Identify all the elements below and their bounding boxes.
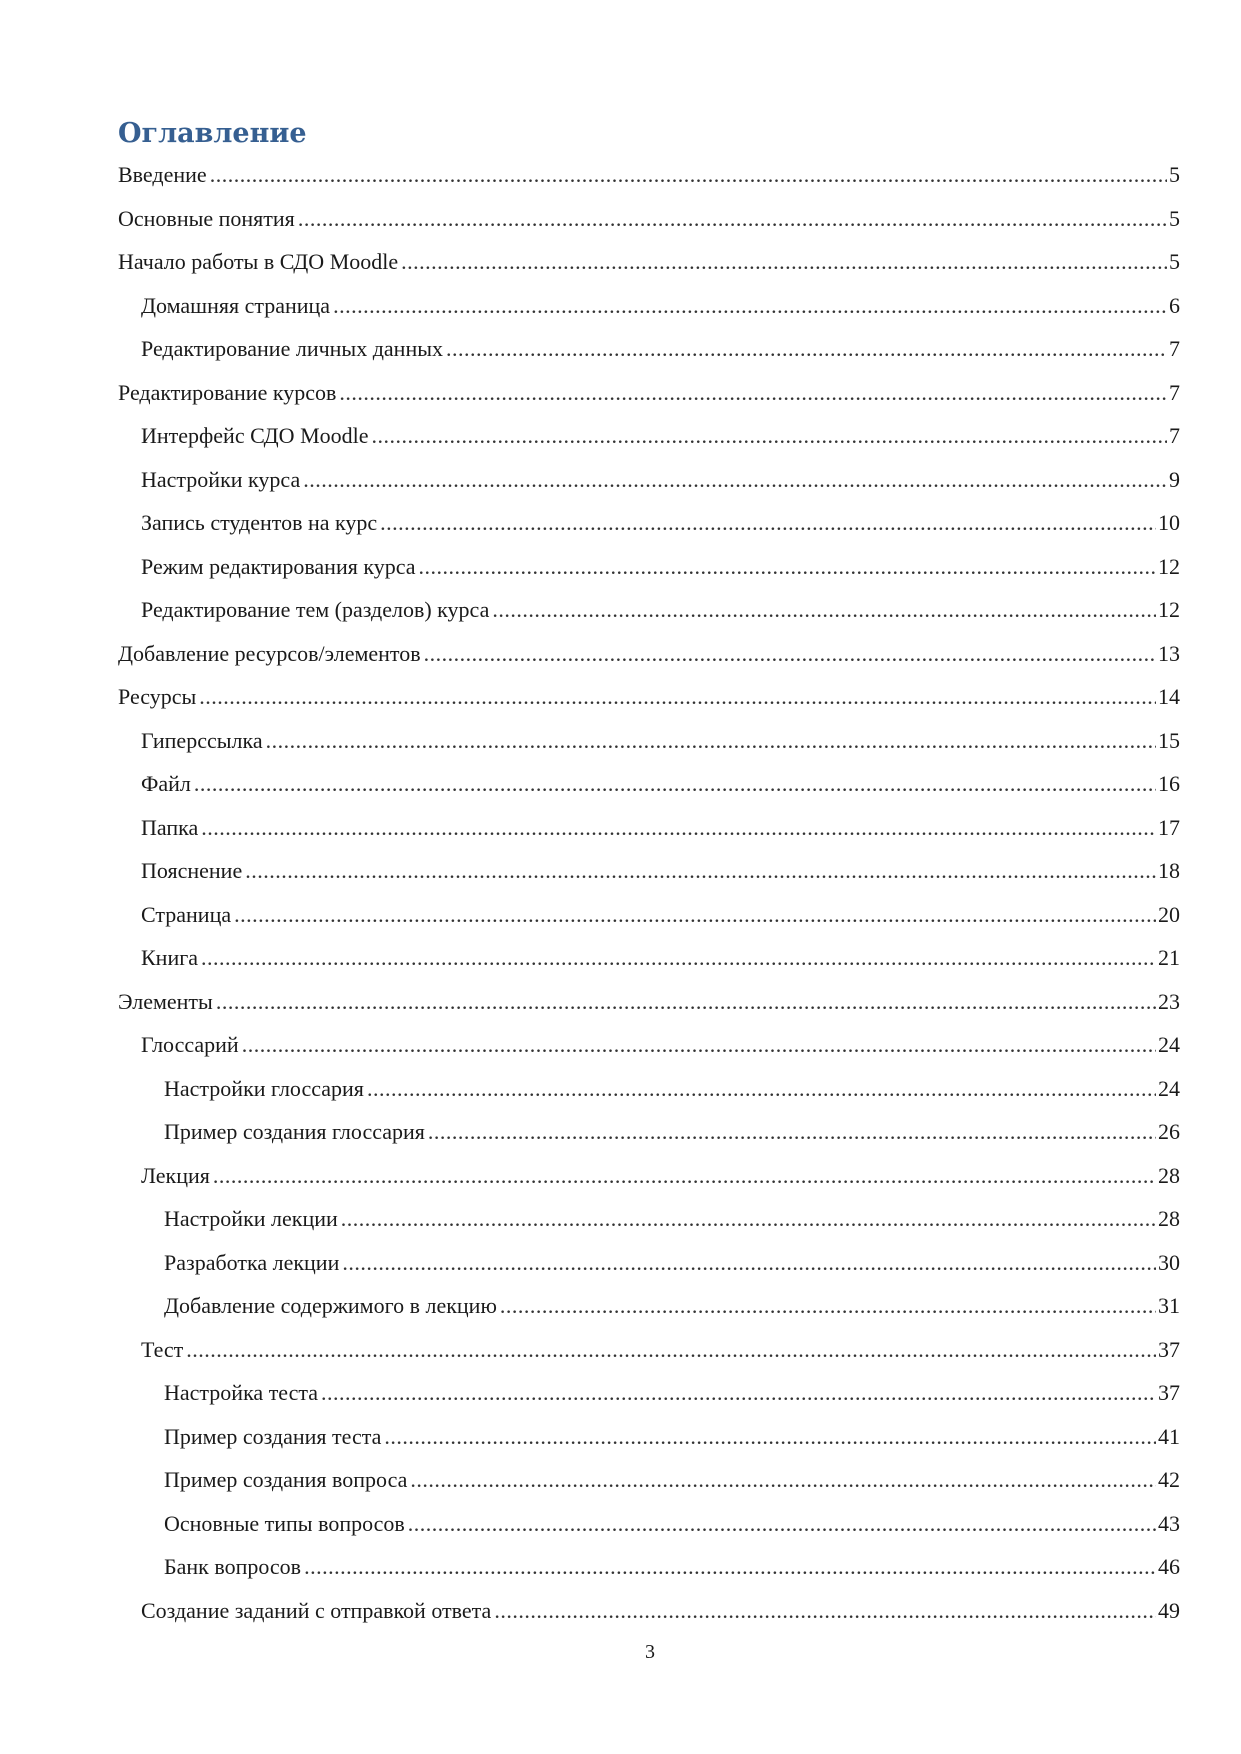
toc-list <box>118 153 1180 1632</box>
toc-entry-page-number: 5 <box>1169 249 1180 274</box>
toc-dot-leader <box>419 545 1156 589</box>
toc-entry-page-number: 46 <box>1158 1554 1180 1579</box>
toc-entry[interactable] <box>118 1589 1180 1633</box>
toc-dot-leader <box>372 414 1167 458</box>
toc-dot-leader <box>446 327 1167 371</box>
toc-entry[interactable] <box>118 849 1180 893</box>
toc-entry-page-number: 5 <box>1169 162 1180 187</box>
toc-entry[interactable] <box>118 545 1180 589</box>
toc-entry-page-number: 49 <box>1158 1597 1180 1623</box>
toc-dot-leader <box>216 980 1156 1024</box>
toc-entry-label: Настройки глоссария <box>164 1075 364 1101</box>
toc-entry-label: Режим редактирования курса <box>141 553 416 579</box>
toc-entry[interactable] <box>118 1023 1180 1067</box>
toc-entry-label: Пример создания глоссария <box>164 1119 425 1144</box>
toc-entry-label: Запись студентов на курс <box>141 510 378 535</box>
toc-dot-leader <box>424 632 1156 676</box>
toc-entry[interactable] <box>118 153 1180 197</box>
toc-entry[interactable] <box>118 893 1180 937</box>
toc-entry[interactable] <box>118 1197 1180 1241</box>
toc-entry-label: Книга <box>141 945 199 970</box>
toc-entry[interactable] <box>118 1328 1180 1372</box>
toc-entry[interactable] <box>118 501 1180 545</box>
toc-entry-label: Создание заданий с отправкой ответа <box>141 1597 492 1623</box>
toc-entry-label: Добавление содержимого в лекцию <box>164 1293 497 1318</box>
toc-dot-leader <box>298 197 1167 241</box>
toc-dot-leader <box>234 893 1156 937</box>
toc-entry-label: Добавление ресурсов/элементов <box>118 640 421 666</box>
toc-entry[interactable] <box>118 371 1180 415</box>
toc-entry-label: Тест <box>141 1336 184 1362</box>
toc-entry-label: Пример создания вопроса <box>164 1467 408 1492</box>
toc-entry-label: Лекция <box>141 1162 210 1188</box>
toc-entry-label: Основные типы вопросов <box>164 1510 405 1536</box>
toc-entry[interactable] <box>118 1545 1180 1589</box>
toc-entry[interactable] <box>118 675 1180 719</box>
toc-entry[interactable] <box>118 762 1180 806</box>
toc-entry-label: Файл <box>141 771 191 796</box>
toc-entry-label: Редактирование курсов <box>118 379 337 405</box>
toc-dot-leader <box>213 1154 1156 1198</box>
toc-entry-label: Начало работы в СДО Moodle <box>118 249 399 274</box>
toc-dot-leader <box>333 284 1167 328</box>
toc-dot-leader <box>304 1545 1156 1589</box>
toc-entry-label: Настройки курса <box>141 466 301 492</box>
toc-entry[interactable] <box>118 1110 1180 1154</box>
toc-dot-leader <box>201 936 1156 980</box>
toc-entry-page-number: 14 <box>1158 684 1180 709</box>
toc-dot-leader <box>410 1458 1156 1502</box>
toc-entry-page-number: 9 <box>1169 466 1180 492</box>
toc-dot-leader <box>266 719 1156 763</box>
toc-entry-page-number: 6 <box>1169 292 1180 318</box>
toc-dot-leader <box>380 501 1156 545</box>
toc-entry[interactable] <box>118 1241 1180 1285</box>
toc-entry-label: Настройка теста <box>164 1380 319 1405</box>
toc-entry-page-number: 12 <box>1158 553 1180 579</box>
toc-entry-page-number: 37 <box>1158 1380 1180 1405</box>
toc-entry-page-number: 15 <box>1158 727 1180 753</box>
toc-entry-label: Настройки лекции <box>164 1206 338 1231</box>
toc-entry-label: Введение <box>118 162 207 187</box>
toc-entry-label: Разработка лекции <box>164 1249 340 1275</box>
toc-entry-page-number: 26 <box>1158 1119 1180 1144</box>
toc-entry-label: Гиперссылка <box>141 727 263 753</box>
toc-entry[interactable] <box>118 632 1180 676</box>
toc-dot-leader <box>494 1589 1156 1633</box>
toc-dot-leader <box>245 849 1156 893</box>
toc-entry-label: Пояснение <box>141 858 243 883</box>
toc-entry-label: Домашняя страница <box>141 292 331 318</box>
toc-entry-page-number: 21 <box>1158 945 1180 970</box>
toc-dot-leader <box>303 458 1167 502</box>
toc-entry-page-number: 28 <box>1158 1162 1180 1188</box>
toc-entry-page-number: 7 <box>1169 379 1180 405</box>
toc-dot-leader <box>186 1328 1156 1372</box>
toc-entry-label: Банк вопросов <box>164 1554 302 1579</box>
toc-entry-page-number: 30 <box>1158 1249 1180 1275</box>
toc-entry-label: Элементы <box>118 988 213 1014</box>
toc-entry-label: Интерфейс СДО Moodle <box>141 423 369 448</box>
toc-entry[interactable] <box>118 1371 1180 1415</box>
toc-entry-label: Основные понятия <box>118 205 295 231</box>
toc-entry-label: Глоссарий <box>141 1032 239 1057</box>
toc-entry[interactable] <box>118 327 1180 371</box>
toc-dot-leader <box>341 1197 1156 1241</box>
toc-entry-page-number: 18 <box>1158 858 1180 883</box>
toc-entry-page-number: 13 <box>1158 640 1180 666</box>
toc-entry-page-number: 5 <box>1169 205 1180 231</box>
toc-entry[interactable] <box>118 936 1180 980</box>
toc-dot-leader <box>500 1284 1156 1328</box>
toc-dot-leader <box>342 1241 1156 1285</box>
toc-dot-leader <box>201 806 1156 850</box>
toc-entry[interactable] <box>118 284 1180 328</box>
toc-dot-leader <box>492 588 1156 632</box>
toc-entry-page-number: 12 <box>1158 597 1180 622</box>
toc-entry-label: Ресурсы <box>118 684 197 709</box>
toc-entry-page-number: 42 <box>1158 1467 1180 1492</box>
toc-entry-page-number: 31 <box>1158 1293 1180 1318</box>
toc-dot-leader <box>428 1110 1156 1154</box>
toc-dot-leader <box>242 1023 1156 1067</box>
toc-entry-page-number: 24 <box>1158 1075 1180 1101</box>
toc-entry[interactable] <box>118 1458 1180 1502</box>
toc-dot-leader <box>210 153 1167 197</box>
toc-dot-leader <box>367 1067 1156 1111</box>
toc-entry-page-number: 16 <box>1158 771 1180 796</box>
toc-entry-label: Папка <box>141 814 199 840</box>
toc-entry-page-number: 24 <box>1158 1032 1180 1057</box>
toc-entry[interactable] <box>118 1415 1180 1459</box>
toc-dot-leader <box>339 371 1167 415</box>
toc-entry-page-number: 20 <box>1158 901 1180 927</box>
toc-entry[interactable] <box>118 1154 1180 1198</box>
toc-dot-leader <box>194 762 1156 806</box>
toc-entry[interactable] <box>118 588 1180 632</box>
toc-entry[interactable] <box>118 240 1180 284</box>
page-number: 3 <box>645 1641 655 1663</box>
toc-entry-label: Пример создания теста <box>164 1423 382 1449</box>
toc-entry-page-number: 7 <box>1169 336 1180 361</box>
toc-entry-page-number: 37 <box>1158 1336 1180 1362</box>
toc-entry[interactable] <box>118 197 1180 241</box>
toc-dot-leader <box>199 675 1156 719</box>
toc-entry[interactable] <box>118 1284 1180 1328</box>
toc-title: Оглавление <box>118 118 307 149</box>
toc-entry-page-number: 28 <box>1158 1206 1180 1231</box>
toc-entry-page-number: 10 <box>1158 510 1180 535</box>
toc-entry-page-number: 41 <box>1158 1423 1180 1449</box>
toc-entry-label: Страница <box>141 901 232 927</box>
toc-entry[interactable] <box>118 1502 1180 1546</box>
toc-entry-page-number: 7 <box>1169 423 1180 448</box>
toc-entry[interactable] <box>118 458 1180 502</box>
toc-entry[interactable] <box>118 806 1180 850</box>
toc-dot-leader <box>384 1415 1156 1459</box>
toc-entry-page-number: 23 <box>1158 988 1180 1014</box>
toc-entry-label: Редактирование тем (разделов) курса <box>141 597 490 622</box>
toc-entry-page-number: 17 <box>1158 814 1180 840</box>
toc-dot-leader <box>401 240 1167 284</box>
toc-entry[interactable] <box>118 414 1180 458</box>
toc-entry[interactable] <box>118 980 1180 1024</box>
toc-entry[interactable] <box>118 719 1180 763</box>
toc-dot-leader <box>321 1371 1156 1415</box>
toc-dot-leader <box>408 1502 1156 1546</box>
toc-entry-page-number: 43 <box>1158 1510 1180 1536</box>
toc-entry[interactable] <box>118 1067 1180 1111</box>
toc-entry-label: Редактирование личных данных <box>141 336 443 361</box>
